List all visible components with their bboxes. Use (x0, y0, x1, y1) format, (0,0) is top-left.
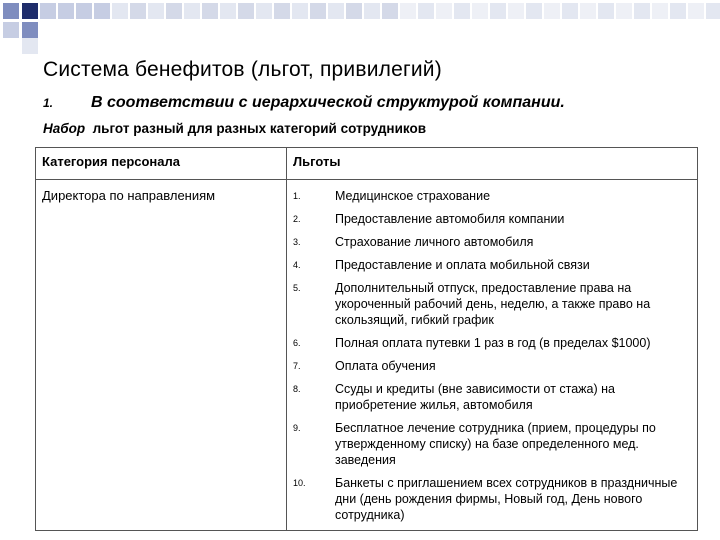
decorative-square (634, 3, 650, 19)
decorative-squares-banner (0, 0, 720, 48)
decorative-square (274, 3, 290, 19)
decorative-square (598, 3, 614, 19)
item-text: Банкеты с приглашением всех сотрудников в праздничные дни (день рождения фирмы, Новый год, День нового сотрудника) (335, 476, 678, 522)
header-benefits: Льготы (287, 148, 698, 180)
item-text: Полная оплата путевки 1 раз в год (в пределах $1000) (335, 336, 651, 350)
item-number: 3. (293, 237, 301, 247)
item-text: Оплата обучения (335, 359, 436, 373)
item-number: 2. (293, 214, 301, 224)
item-number: 6. (293, 338, 301, 348)
decorative-square (58, 3, 74, 19)
decorative-square (364, 3, 380, 19)
item-text: Предоставление автомобиля компании (335, 212, 565, 226)
decorative-square (112, 3, 128, 19)
decorative-square (148, 3, 164, 19)
decorative-square (76, 3, 92, 19)
decorative-square (580, 3, 596, 19)
item-text: Страхование личного автомобиля (335, 235, 534, 249)
decorative-square (382, 3, 398, 19)
list-item (293, 475, 691, 523)
category-cell: Директора по направлениям (36, 180, 287, 531)
item-number: 10. (293, 478, 306, 488)
list-item (293, 188, 691, 204)
decorative-square (184, 3, 200, 19)
note-text: льгот разный для разных категорий сотрудников (85, 121, 426, 136)
decorative-square (40, 3, 56, 19)
list-item (293, 358, 691, 374)
list-item (293, 420, 691, 468)
decorative-square (94, 3, 110, 19)
item-number: 4. (293, 260, 301, 270)
decorative-square (688, 3, 704, 19)
decorative-square (670, 3, 686, 19)
note-emphasis: Набор (43, 121, 86, 136)
list-item (293, 335, 691, 351)
item-text: Предоставление и оплата мобильной связи (335, 258, 590, 272)
table-header-row (36, 148, 698, 180)
subheading-text: В соответствии с иерархической структурой компании. (91, 94, 565, 111)
decorative-square (526, 3, 542, 19)
table-row (36, 180, 698, 531)
decorative-square (22, 38, 38, 54)
decorative-square (238, 3, 254, 19)
benefits-table (35, 147, 698, 531)
list-item (293, 280, 691, 328)
decorative-square (508, 3, 524, 19)
decorative-square (202, 3, 218, 19)
decorative-square (436, 3, 452, 19)
item-number: 5. (293, 283, 301, 293)
decorative-square (3, 3, 19, 19)
item-text: Бесплатное лечение сотрудника (прием, процедуры по утвержденному списку) на базе определенного мед. заведения (335, 421, 656, 467)
decorative-square (3, 22, 19, 38)
decorative-square (166, 3, 182, 19)
decorative-square (454, 3, 470, 19)
decorative-square (292, 3, 308, 19)
item-text: Медицинское страхование (335, 189, 491, 203)
benefits-note (43, 121, 426, 136)
decorative-square (652, 3, 668, 19)
item-number: 9. (293, 423, 301, 433)
item-text: Ссуды и кредиты (вне зависимости от стажа) на приобретение жилья, автомобиля (335, 382, 615, 412)
slide-title: Система бенефитов (льгот, привилегий) (43, 58, 442, 81)
decorative-square (346, 3, 362, 19)
decorative-square (472, 3, 488, 19)
list-item (293, 381, 691, 413)
decorative-square (328, 3, 344, 19)
benefits-list (293, 188, 691, 523)
subheading-number: 1. (43, 96, 54, 110)
item-text: Дополнительный отпуск, предоставление права на укороченный рабочий день, неделю, а также право на скользящий, гибкий график (335, 281, 651, 327)
decorative-square (22, 3, 38, 19)
item-number: 1. (293, 191, 301, 201)
decorative-square (706, 3, 720, 19)
item-number: 8. (293, 384, 301, 394)
list-item (293, 211, 691, 227)
decorative-square (130, 3, 146, 19)
list-item (293, 257, 691, 273)
decorative-square (490, 3, 506, 19)
header-category: Категория персонала (36, 148, 287, 180)
decorative-square (310, 3, 326, 19)
decorative-square (220, 3, 236, 19)
decorative-square (256, 3, 272, 19)
decorative-square (544, 3, 560, 19)
decorative-square (400, 3, 416, 19)
list-item (293, 234, 691, 250)
benefits-cell (287, 180, 698, 531)
decorative-square (616, 3, 632, 19)
decorative-square (562, 3, 578, 19)
item-number: 7. (293, 361, 301, 371)
decorative-square (22, 22, 38, 38)
decorative-square (418, 3, 434, 19)
subheading (43, 94, 703, 112)
